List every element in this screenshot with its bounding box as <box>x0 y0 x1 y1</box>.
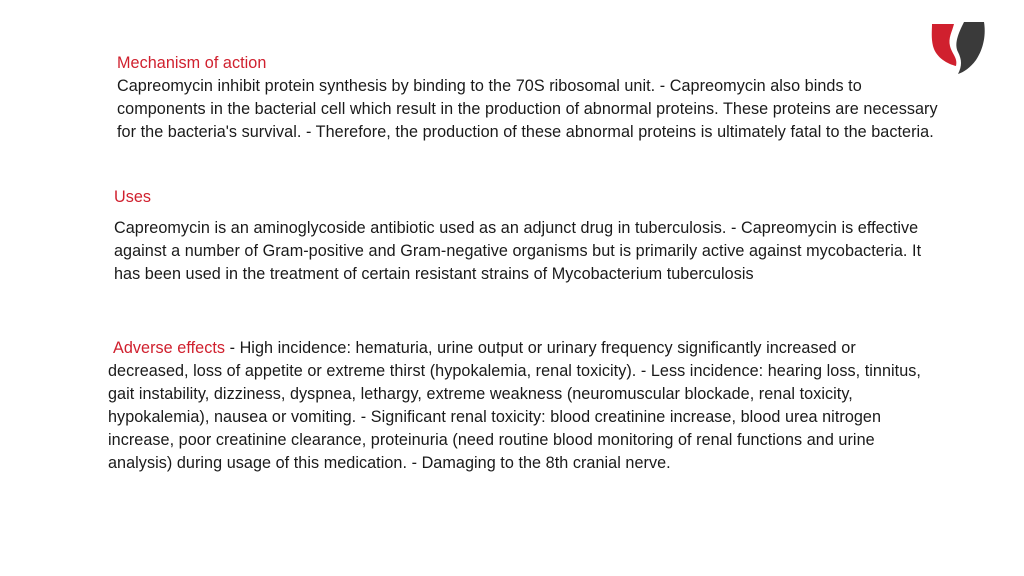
uses-body: Capreomycin is an aminoglycoside antibiotic used as an adjunct drug in tuberculosis. - Capreomycin is effective against a number of Gram-positive and Gram-negative organisms but is primarily active against mycobacteria. It has been used in the treatment of certain resistant strains of Mycobacterium tuberculosis <box>114 219 922 283</box>
mechanism-heading: Mechanism of action <box>117 54 267 72</box>
adverse-body: - High incidence: hematuria, urine output or urinary frequency significantly increased or decreased, loss of appetite or extreme thirst (hypokalemia, renal toxicity). - Less incidence: hearing loss, tinnitus, gait instability, dizziness, dyspnea, lethargy, extreme weakness (neuromuscular blockade, renal toxicity, hypokalemia), nausea or vomiting. - Significant renal toxicity: blood creatinine increase, blood urea nitrogen increase, poor creatinine clearance, proteinuria (need routine blood monitoring of renal functions and urine analysis) during usage of this medication. - Damaging to the 8th cranial nerve. <box>108 339 921 472</box>
mechanism-body: Capreomycin inhibit protein synthesis by binding to the 70S ribosomal unit. - Capreomycin also binds to components in the bacterial cell which result in the production of abnormal proteins. These proteins are necessary for the bacteria's survival. - Therefore, the production of these abnormal proteins is ultimately fatal to the bacteria. <box>117 77 938 141</box>
uses-heading: Uses <box>114 188 152 206</box>
adverse-section <box>108 337 938 475</box>
mechanism-section <box>117 52 947 144</box>
adverse-heading: Adverse effects <box>113 339 226 357</box>
